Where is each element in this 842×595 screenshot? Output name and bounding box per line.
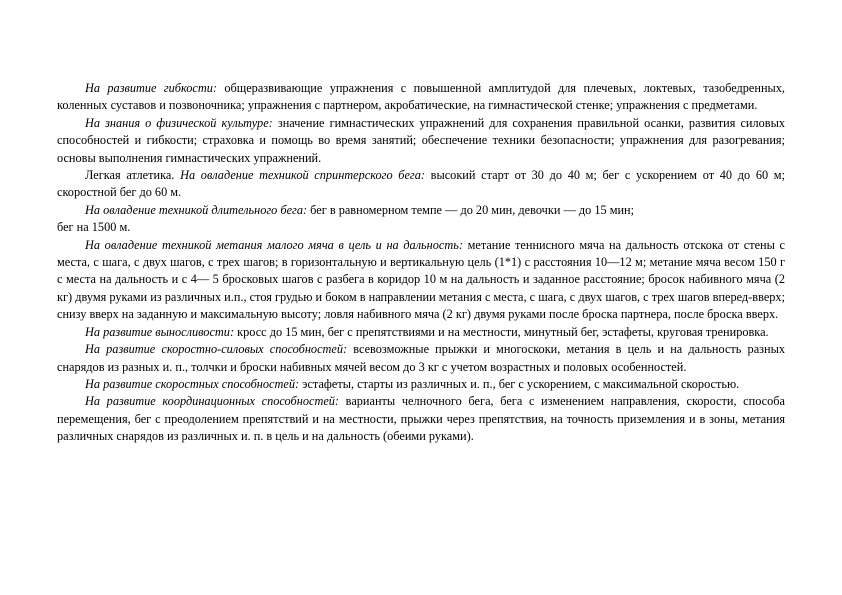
paragraph-lead: На развитие скоростных способностей: <box>85 376 300 391</box>
paragraph-endurance <box>57 324 785 341</box>
document-page <box>57 80 785 446</box>
paragraph-lead: На развитие координационных способностей: <box>85 394 340 409</box>
paragraph-text: значение гимнастических упражнений для сохранения правильной осанки, развития силовых способностей и гибкости; страховка и помощь во время занятий; обеспечение техники безопасности; упражнения для разогревания; основы выполнения гимнастических упражнений. <box>57 115 785 165</box>
paragraph-speed-strength <box>57 341 785 376</box>
paragraph-sprint <box>57 167 785 202</box>
paragraph-long-run <box>57 202 785 219</box>
paragraph-text: высокий старт от 30 до 40 м; бег с ускорением от 40 до 60 м; скоростной бег до 60 м. <box>57 168 785 200</box>
paragraph-text: бег в равномерном темпе — до 20 мин, девочки — до 15 мин; <box>307 202 635 217</box>
section-heading: Легкая атлетика. <box>85 168 181 183</box>
paragraph-text: эстафеты, старты из различных и. п., бег с ускорением, с максимальной скоростью. <box>299 376 740 391</box>
paragraph-lead: На овладение техникой спринтерского бега: <box>180 168 425 183</box>
paragraph-lead: На развитие выносливости: <box>85 324 235 339</box>
paragraph-lead: На овладение техникой метания малого мяча в цель и на дальность: <box>85 237 463 252</box>
paragraph-lead: На овладение техникой длительного бега: <box>85 202 308 217</box>
paragraph-text: метание теннисного мяча на дальность отскока от стены с места, с шага, с двух шагов, с трех шагов; в горизонтальную и вертикальную цель (1*1) с расстояния 10—12 м; метание мяча весом 150 г с места на дальность и с 4— 5 бросковых шагов с разбега в коридор 10 м на дальность и заданное расстояние; бросок набивного мяча (2 кг) двумя руками из различных и.п., стоя грудью и боком в направлении метания с места, с шага, с двух шагов, с трех шагов вперед-вверх; снизу вверх на заданную и максимальную высоту; ловля набивного мяча (2 кг) двумя руками после броска партнера, после броска вверх. <box>57 237 785 322</box>
paragraph-lead: На знания о физической культуре: <box>85 115 273 130</box>
paragraph-long-run-cont <box>57 219 785 236</box>
paragraph-text: кросс до 15 мин, бег с препятствиями и на местности, минутный бег, эстафеты, круговая тренировка. <box>234 324 769 339</box>
paragraph-lead: На развитие скоростно-силовых способностей: <box>85 342 348 357</box>
paragraph-text: всевозможные прыжки и многоскоки, метания в цель и на дальность разных снарядов из разных и. п., толчки и броски набивных мячей весом до 3 кг с учетом возрастных и половых особенностей. <box>57 342 785 374</box>
paragraph-lead: На развитие гибкости: <box>85 81 217 95</box>
paragraph-knowledge <box>57 115 785 167</box>
paragraph-text: общеразвивающие упражнения с повышенной амплитудой для плечевых, локтевых, тазобедренных, коленных суставов и позвоночника; упражнения с партнером, акробатические, на гимнастической стенке; упражнения с предметами. <box>57 81 786 113</box>
paragraph-text: варианты челночного бега, бега с изменением направления, скорости, способа перемещения, бег с преодолением препятствий и на местности, прыжки через препятствия, на точность приземления и в зоны, метания различных снарядов из различных и. п. в цель и на дальность (обеими руками). <box>57 394 785 444</box>
paragraph-throwing <box>57 237 785 324</box>
paragraph-coordination <box>57 393 785 445</box>
paragraph-text: бег на 1500 м. <box>57 220 131 235</box>
paragraph-speed <box>57 376 785 393</box>
paragraph-flexibility <box>57 80 785 115</box>
